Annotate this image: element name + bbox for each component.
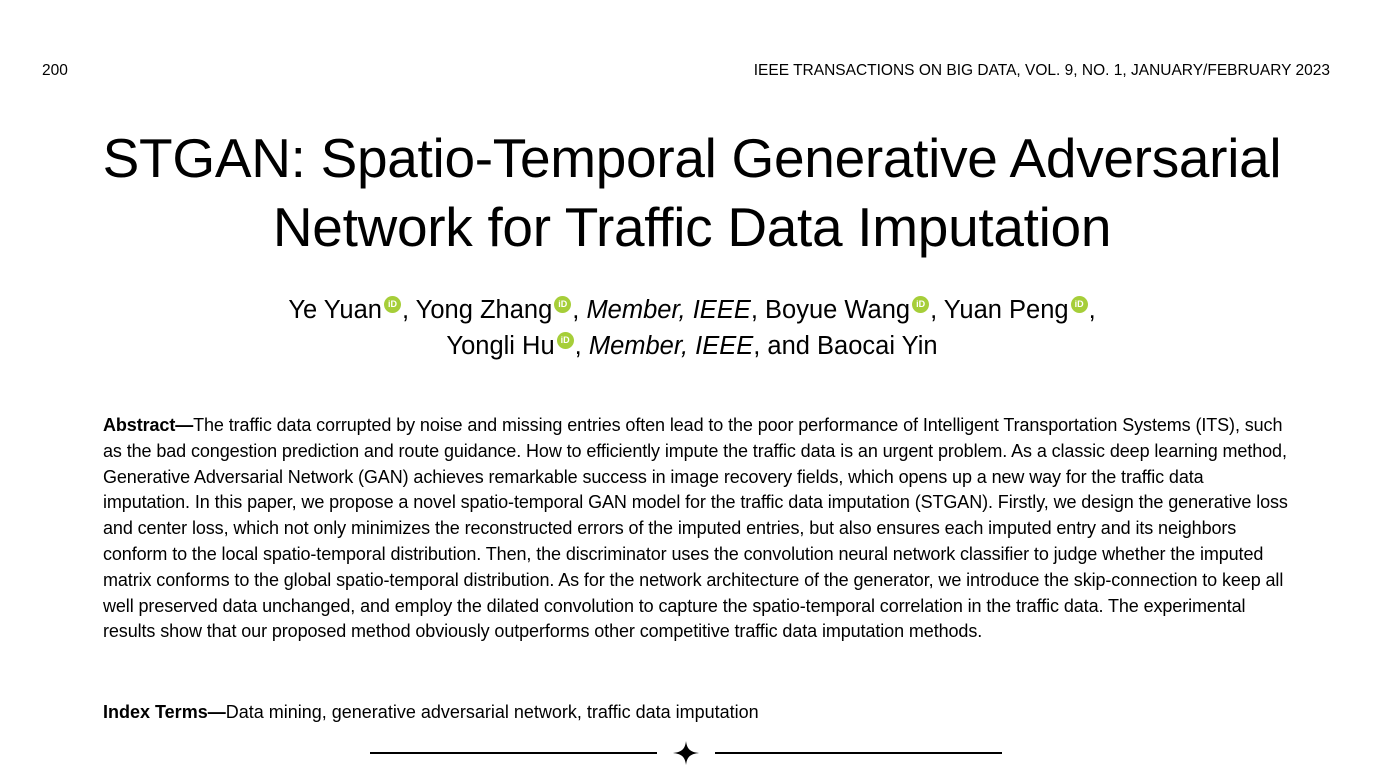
divider-rule-right xyxy=(715,752,1002,754)
author-name: Yuan Peng xyxy=(943,296,1069,324)
orcid-icon[interactable]: iD xyxy=(554,296,571,313)
author-name: Yong Zhang xyxy=(415,296,553,324)
author-connector: and xyxy=(767,332,810,360)
four-point-star-icon xyxy=(673,741,699,765)
author-name: Yongli Hu xyxy=(446,332,555,360)
running-header xyxy=(42,61,1330,81)
orcid-icon[interactable]: iD xyxy=(384,296,401,313)
author-affiliation: Member, IEEE xyxy=(586,296,751,324)
author-name: Baocai Yin xyxy=(817,332,938,360)
orcid-icon[interactable]: iD xyxy=(557,332,574,349)
author-list xyxy=(0,292,1384,364)
page-number: 200 xyxy=(42,62,68,79)
journal-citation: IEEE TRANSACTIONS ON BIG DATA, VOL. 9, NO. 1, JANUARY/FEBRUARY 2023 xyxy=(753,62,1330,79)
author-name: Boyue Wang xyxy=(765,296,911,324)
divider-rule-left xyxy=(370,752,657,754)
index-terms-label: Index Terms— xyxy=(103,702,226,722)
orcid-icon[interactable]: iD xyxy=(1071,296,1088,313)
index-terms xyxy=(103,700,1293,725)
abstract-label: Abstract— xyxy=(103,415,194,435)
abstract xyxy=(103,413,1293,645)
orcid-icon[interactable]: iD xyxy=(912,296,929,313)
index-terms-text: Data mining, generative adversarial network, traffic data imputation xyxy=(225,702,759,722)
author-line-1: Ye Yuan iD , Yong Zhang iD , Member, IEEE, Boyue Wang iD , Yuan Peng iD , xyxy=(288,296,1096,324)
section-divider xyxy=(370,740,1002,766)
paper-title-line-1: STGAN: Spatio-Temporal Generative Adversarial xyxy=(102,127,1282,189)
paper-title xyxy=(0,124,1384,262)
author-affiliation: Member, IEEE xyxy=(588,332,754,360)
author-line-2: Yongli Hu iD , Member, IEEE, and Baocai Yin xyxy=(446,332,938,360)
author-name: Ye Yuan xyxy=(288,296,382,324)
paper-title-line-2: Network for Traffic Data Imputation xyxy=(272,196,1112,258)
abstract-text: The traffic data corrupted by noise and missing entries often lead to the poor performance of Intelligent Transportation Systems (ITS), such as the bad congestion prediction and route guidance. How to efficiently impute the traffic data is an urgent problem. As a classic deep learning method, Generative Adversarial Network (GAN) achieves remarkable success in image recovery fields, which opens up a new way for the traffic data imputation. In this paper, we propose a novel spatio-temporal GAN model for the traffic data imputation (STGAN). Firstly, we design the generative loss and center loss, which not only minimizes the reconstructed errors of the imputed entries, but also ensures each imputed entry and its neighbors conform to the local spatio-temporal distribution. Then, the discriminator uses the convolution neural network classifier to judge whether the imputed matrix conforms to the global spatio-temporal distribution. As for the network architecture of the generator, we introduce the skip-connection to keep all well preserved data unchanged, and employ the dilated convolution to capture the spatio-temporal correlation in the traffic data. The experimental results show that our proposed method obviously outperforms other competitive traffic data imputation methods. xyxy=(103,415,1288,642)
